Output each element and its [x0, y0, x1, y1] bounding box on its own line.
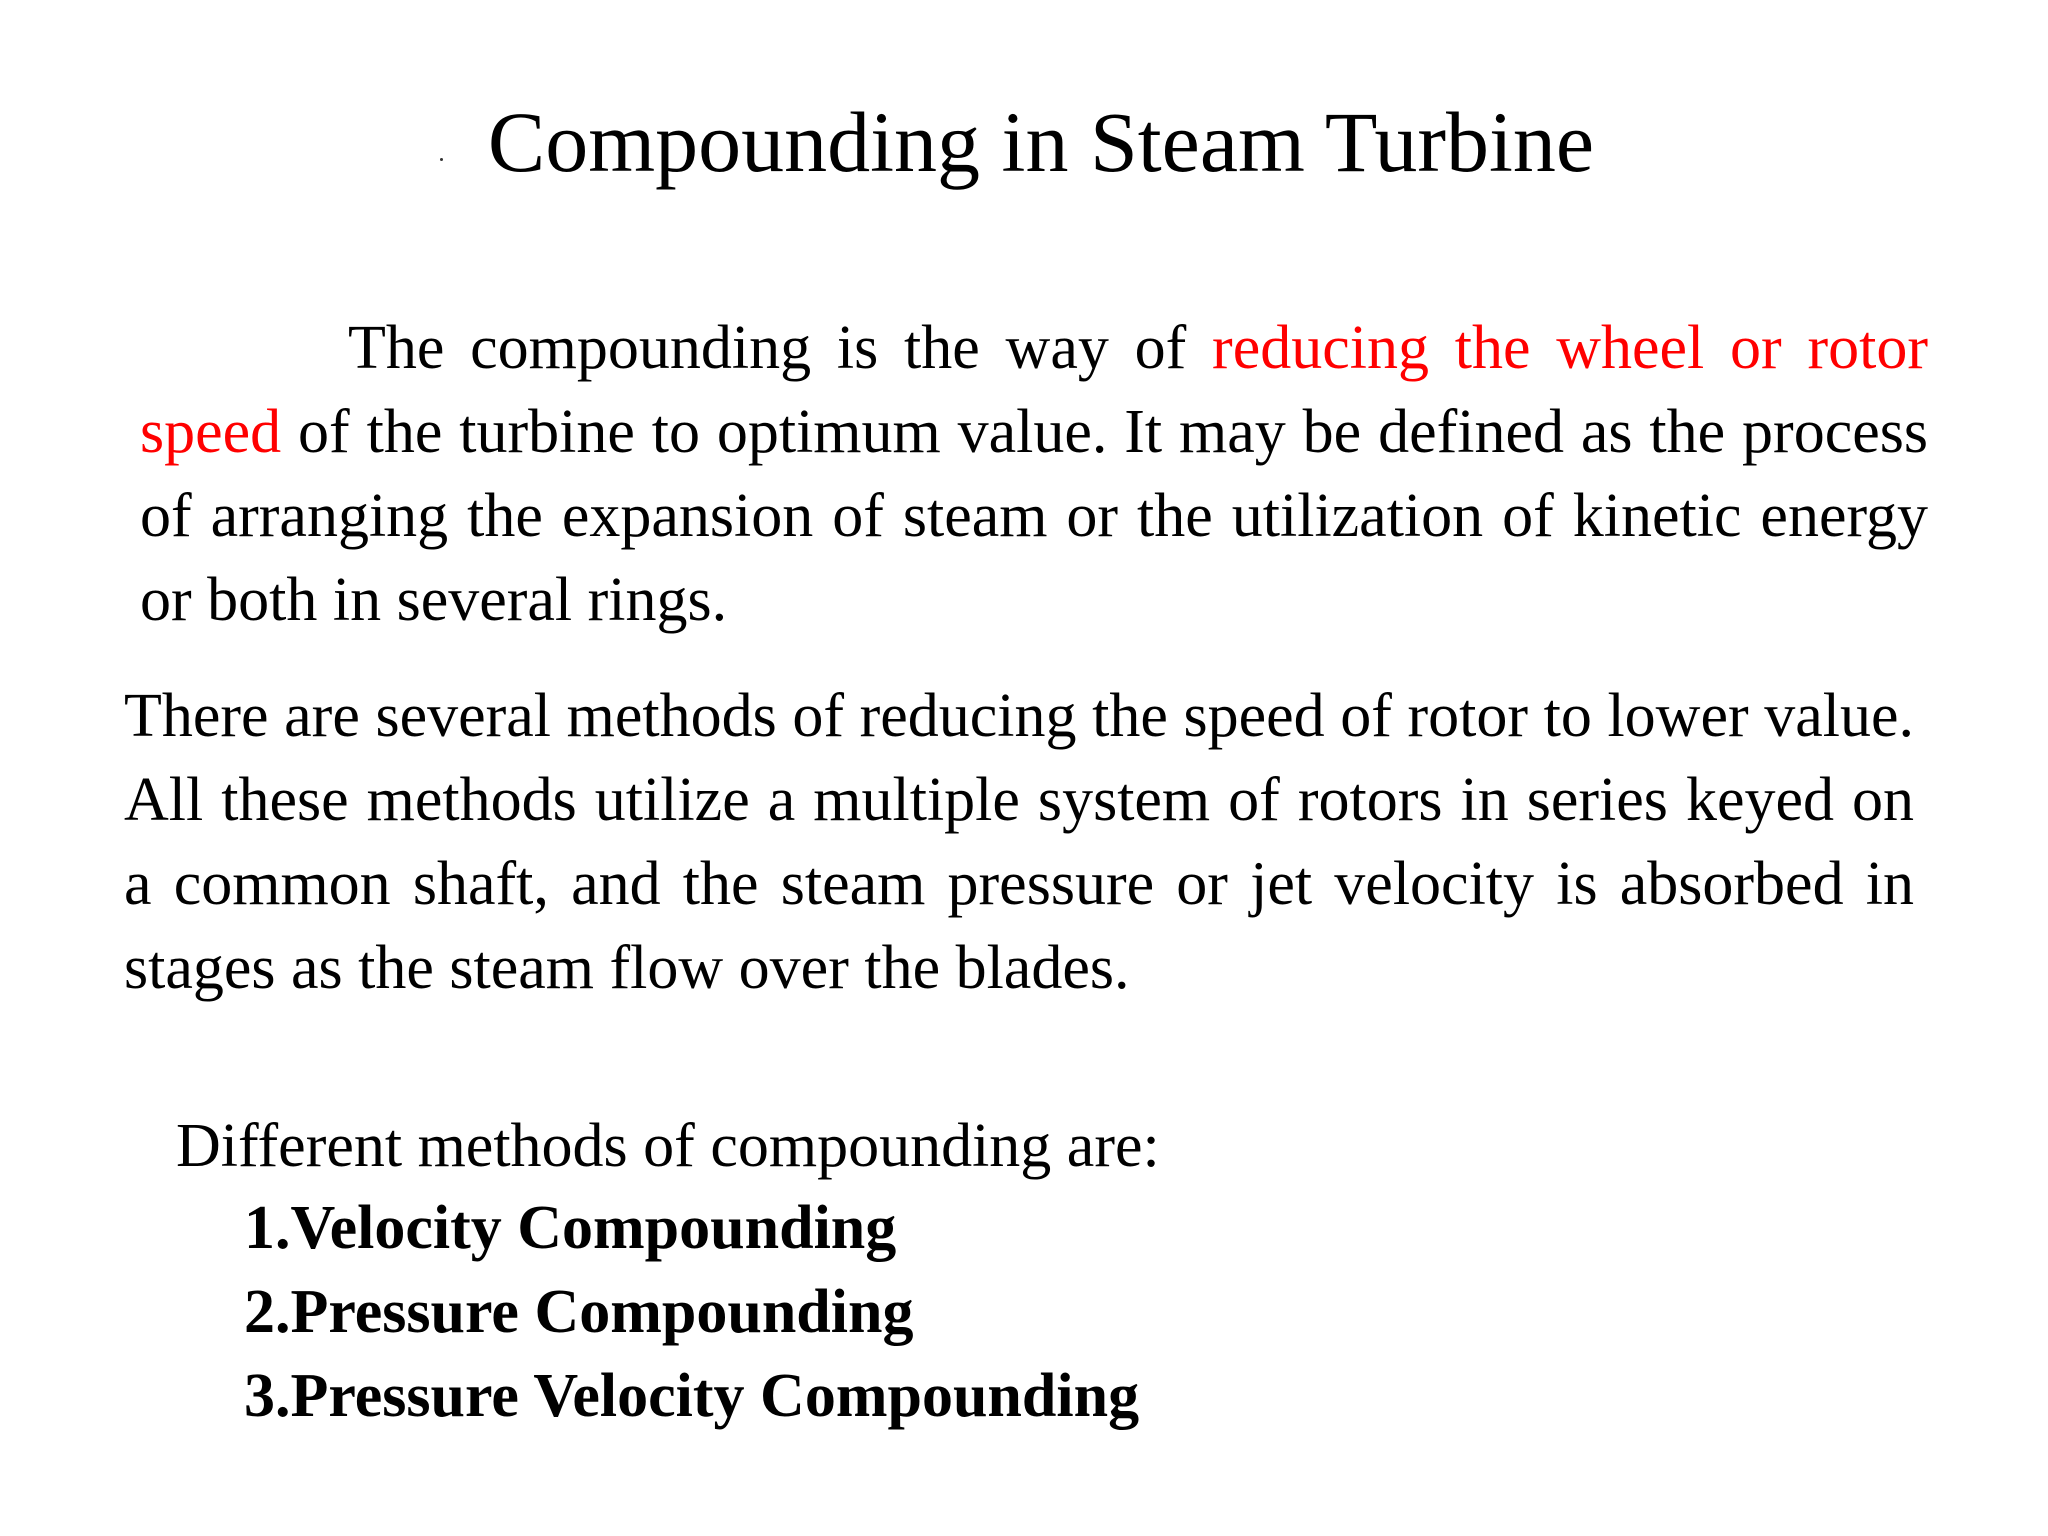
definition-text-start: The compounding is the way of: [348, 314, 1213, 382]
definition-text-end: of the turbine to optimum value. It may be defined as the process of arranging the expansion of steam or the utilization of kinetic energy or both in several rings.: [140, 398, 1928, 634]
page-title: Compounding in Steam Turbine: [487, 94, 1595, 190]
list-item-pressure-velocity: 3.Pressure Velocity Compounding: [244, 1362, 1140, 1430]
list-item-pressure: 2.Pressure Compounding: [244, 1278, 914, 1346]
definition-paragraph: [140, 306, 1928, 642]
definition-highlight: reducing the wheel or rotor speed: [140, 314, 1928, 466]
list-item-velocity: 1.Velocity Compounding: [244, 1194, 897, 1262]
methods-list-intro: Different methods of compounding are:: [176, 1112, 1160, 1180]
methods-paragraph: There are several methods of reducing the speed of rotor to lower value. All these methods utilize a multiple system of rotors in series keyed on a common shaft, and the steam pressure or jet velocity is absorbed in stages as the steam flow over the blades.: [124, 682, 1914, 1002]
methods-list: [244, 1186, 1139, 1438]
